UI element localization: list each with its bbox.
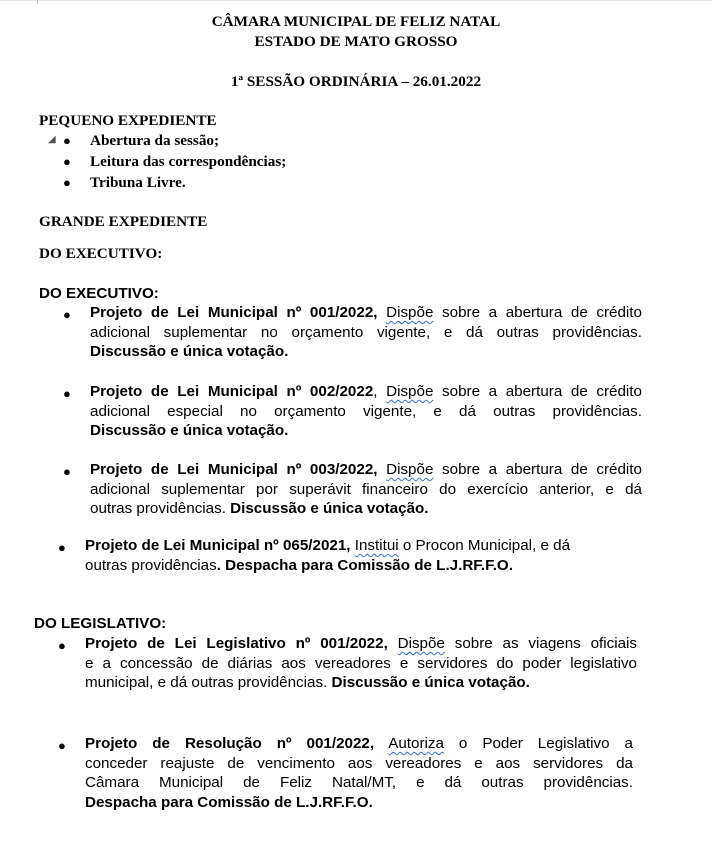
bill-title: Projeto de Lei Municipal nº 001/2022,: [90, 304, 378, 321]
bullet-icon: ●: [63, 307, 71, 322]
bullet-icon: ●: [58, 540, 66, 555]
executivo-heading: DO EXECUTIVO:: [39, 285, 159, 302]
list-item: Leitura das correspondências;: [90, 153, 287, 170]
header-line-1: CÂMARA MUNICIPAL DE FELIZ NATAL: [211, 13, 501, 30]
bullet-icon: ●: [63, 464, 71, 479]
ruler-tick: [37, 0, 38, 4]
bill-text: e a concessão de diárias aos vereadores e servidores do poder legislativo: [85, 654, 637, 672]
bill-status: Discussão e única votação.: [90, 343, 289, 360]
bullet-icon: ●: [63, 133, 71, 148]
bill-status: Discussão e única votação.: [331, 674, 530, 691]
list-item: [85, 536, 637, 575]
bill-verb: Dispõe: [386, 304, 434, 321]
bullet-icon: ●: [63, 175, 71, 190]
bill-status: Discussão e única votação.: [90, 422, 289, 439]
list-item: Projeto de Lei Municipal nº 002/2022, Dispõe sobre a abertura de crédito adicional especial no orçamento vigente, e dá outras providências. Discussão e única votação.: [90, 383, 642, 439]
legislativo-heading: DO LEGISLATIVO:: [34, 615, 167, 632]
grande-expediente-heading: GRANDE EXPEDIENTE: [39, 213, 208, 230]
bill-title: Projeto de Lei Municipal nº 065/2021,: [85, 537, 351, 554]
bill-title: Projeto de Lei Municipal nº 002/2022: [90, 383, 374, 400]
bill-text: outras providências.: [90, 500, 226, 517]
bullet-icon: ●: [63, 386, 71, 401]
bill-text: Câmara Municipal de Feliz Natal/MT, e dá outras providências.: [85, 774, 633, 791]
list-item: [90, 303, 642, 362]
bill-text: o Procon Municipal, e dá: [402, 537, 571, 554]
bill-text: outras providências: [85, 556, 217, 574]
bill-text: sobre a abertura de crédito: [442, 304, 642, 321]
bill-verb: Dispõe: [386, 461, 434, 478]
bill-text: sobre a abertura de crédito: [442, 383, 642, 400]
session-title: 1ª SESSÃO ORDINÁRIA – 26.01.2022: [230, 73, 482, 90]
list-item: Tribuna Livre.: [90, 174, 186, 191]
bill-title: Projeto de Lei Legislativo nº 001/2022,: [85, 635, 388, 652]
bill-text: conceder reajuste de vencimento aos vereadores e aos servidores da: [85, 754, 633, 772]
bill-title: Projeto de Lei Municipal nº 003/2022,: [90, 461, 378, 478]
bill-text: sobre as viagens oficiais: [454, 635, 637, 652]
list-item: Abertura da sessão;: [90, 132, 220, 149]
bill-verb: Dispõe: [397, 635, 445, 652]
grande-expediente-subheading: DO EXECUTIVO:: [39, 245, 163, 262]
bill-title: Projeto de Resolução nº 001/2022,: [85, 735, 375, 752]
collapse-triangle-icon[interactable]: ◢: [48, 134, 56, 145]
bill-text: adicional especial no orçamento vigente, e dá outras providências.: [90, 402, 642, 420]
bullet-icon: ●: [58, 738, 66, 753]
bill-text: sobre a abertura de crédito: [442, 461, 642, 478]
bill-text: o Poder Legislativo a: [458, 735, 633, 752]
bill-verb: Dispõe: [386, 383, 434, 400]
list-item: [90, 460, 642, 519]
bill-text: adicional suplementar no orçamento vigente, e dá outras providências.: [90, 323, 642, 341]
ruler-edge: [0, 0, 712, 1]
bullet-icon: ●: [58, 638, 66, 653]
bill-text: adicional suplementar por superávit financeiro do exercício anterior, e dá: [90, 480, 642, 498]
pequeno-expediente-heading: PEQUENO EXPEDIENTE: [39, 112, 217, 129]
list-item: [85, 734, 633, 812]
bill-status: Discussão e única votação.: [230, 500, 429, 517]
header-line-2: ESTADO DE MATO GROSSO: [254, 33, 458, 50]
bill-status: . Despacha para Comissão de L.J.RF.F.O.: [216, 556, 513, 574]
bullet-icon: ●: [63, 154, 71, 169]
bill-verb: Institui: [354, 537, 399, 554]
bill-verb: Autoriza: [388, 735, 444, 752]
bill-text: municipal, e dá outras providências.: [85, 674, 328, 691]
bill-status: Despacha para Comissão de L.J.RF.F.O.: [85, 793, 373, 811]
list-item: [85, 634, 637, 693]
